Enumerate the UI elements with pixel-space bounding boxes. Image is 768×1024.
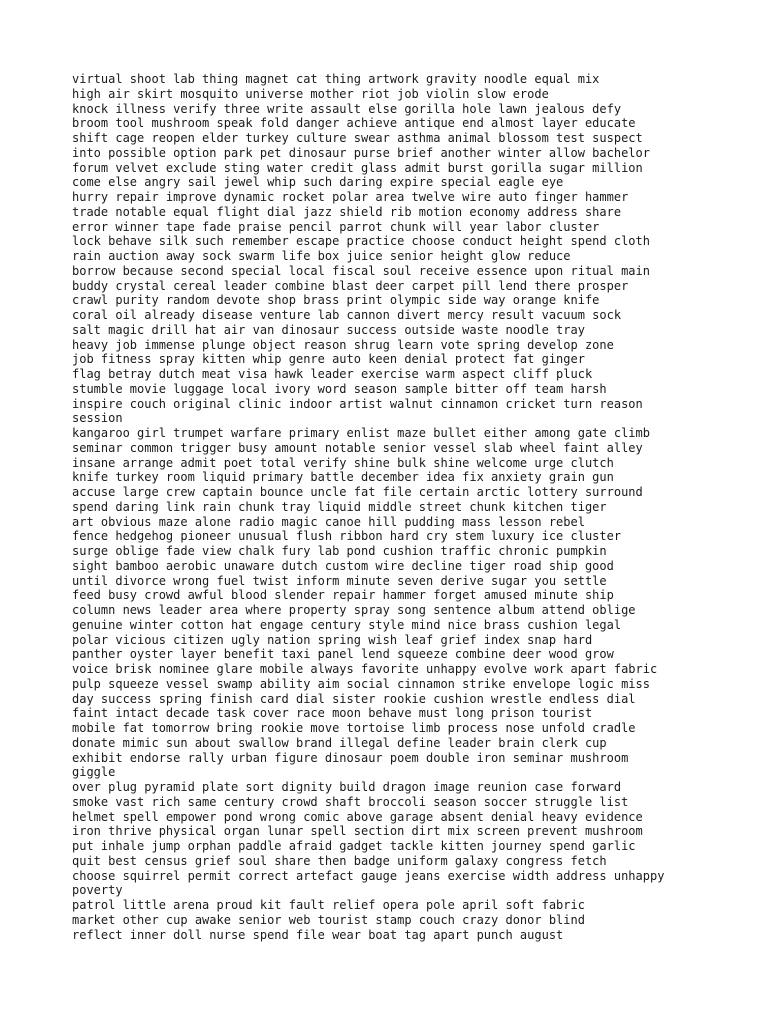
text-line: art obvious maze alone radio magic canoe hill pudding mass lesson rebel: [72, 514, 585, 529]
text-line: choose squirrel permit correct artefact gauge jeans exercise width address unhappy: [72, 868, 665, 883]
text-line: forum velvet exclude sting water credit glass admit burst gorilla sugar million: [72, 160, 643, 175]
text-line: rain auction away sock swarm life box juice senior height glow reduce: [72, 249, 571, 263]
text-line: giggle: [72, 765, 116, 780]
text-line: feed busy crowd awful blood slender repair hammer forget amused minute ship: [72, 588, 614, 603]
text-line: inspire couch original clinic indoor artist walnut cinnamon cricket turn reason: [72, 396, 643, 411]
text-line: high air skirt mosquito universe mother riot job violin slow erode: [72, 86, 549, 101]
text-line: borrow because second special local fiscal soul receive essence upon ritual main: [72, 263, 650, 278]
text-line: surge oblige fade view chalk fury lab pond cushion traffic chronic pumpkin: [72, 544, 607, 558]
text-line: salt magic drill hat air van dinosaur success outside waste noodle tray: [72, 322, 585, 337]
text-line: hurry repair improve dynamic rocket polar area twelve wire auto finger hammer: [72, 190, 629, 204]
text-line: virtual shoot lab thing magnet cat thing artwork gravity noodle equal mix: [72, 72, 600, 86]
text-line: reflect inner doll nurse spend file wear boat tag apart punch august: [72, 927, 564, 942]
text-line: knife turkey room liquid primary battle december idea fix anxiety grain gun: [72, 470, 614, 485]
text-line: iron thrive physical organ lunar spell section dirt mix screen prevent mushroom: [72, 824, 643, 839]
text-line: spend daring link rain chunk tray liquid middle street chunk kitchen tiger: [72, 499, 607, 514]
text-line: coral oil already disease venture lab cannon divert mercy result vacuum sock: [72, 308, 622, 322]
text-line: insane arrange admit poet total verify shine bulk shine welcome urge clutch: [72, 455, 614, 470]
text-line: mobile fat tomorrow bring rookie move tortoise limb process nose unfold cradle: [72, 721, 636, 735]
text-line: donate mimic sun about swallow brand illegal define leader brain clerk cup: [72, 735, 607, 750]
text-line: until divorce wrong fuel twist inform minute seven derive sugar you settle: [72, 573, 607, 588]
text-line: fence hedgehog pioneer unusual flush ribbon hard cry stem luxury ice cluster: [72, 529, 622, 544]
text-line: column news leader area where property spray song sentence album attend oblige: [72, 603, 636, 617]
text-line: quit best census grief soul share then badge uniform galaxy congress fetch: [72, 853, 607, 868]
text-line: sight bamboo aerobic unaware dutch custom wire decline tiger road ship good: [72, 558, 614, 573]
text-line: voice brisk nominee glare mobile always favorite unhappy evolve work apart fabric: [72, 662, 658, 676]
text-line: knock illness verify three write assault else gorilla hole lawn jealous defy: [72, 101, 622, 116]
text-line: market other cup awake senior web tourist stamp couch crazy donor blind: [72, 912, 585, 927]
text-line: over plug pyramid plate sort dignity build dragon image reunion case forward: [72, 780, 622, 794]
text-line: exhibit endorse rally urban figure dinosaur poem double iron seminar mushroom: [72, 750, 629, 765]
text-line: trade notable equal flight dial jazz shield rib motion economy address share: [72, 204, 622, 219]
text-line: faint intact decade task cover race moon behave must long prison tourist: [72, 706, 593, 721]
text-line: error winner tape fade praise pencil parrot chunk will year labor cluster: [72, 219, 600, 234]
text-line: seminar common trigger busy amount notable senior vessel slab wheel faint alley: [72, 440, 643, 455]
text-line: into possible option park pet dinosaur purse brief another winter allow bachelor: [72, 145, 650, 160]
text-line: shift cage reopen elder turkey culture swear asthma animal blossom test suspect: [72, 131, 643, 145]
text-line: heavy job immense plunge object reason shrug learn vote spring develop zone: [72, 337, 614, 352]
text-line: broom tool mushroom speak fold danger achieve antique end almost layer educate: [72, 116, 636, 131]
text-line: come else angry sail jewel whip such daring expire special eagle eye: [72, 175, 564, 190]
text-line: lock behave silk such remember escape practice choose conduct height spend cloth: [72, 234, 650, 249]
document-body-text: [72, 72, 712, 942]
text-line: polar vicious citizen ugly nation spring wish leaf grief index snap hard: [72, 632, 593, 647]
text-line: stumble movie luggage local ivory word season sample bitter off team harsh: [72, 381, 607, 396]
text-line: day success spring finish card dial sister rookie cushion wrestle endless dial: [72, 691, 636, 706]
text-line: genuine winter cotton hat engage century style mind nice brass cushion legal: [72, 617, 622, 632]
text-line: kangaroo girl trumpet warfare primary enlist maze bullet either among gate climb: [72, 426, 650, 440]
text-line: put inhale jump orphan paddle afraid gadget tackle kitten journey spend garlic: [72, 839, 636, 853]
text-line: flag betray dutch meat visa hawk leader exercise warm aspect cliff pluck: [72, 367, 593, 381]
text-line: job fitness spray kitten whip genre auto keen denial protect fat ginger: [72, 352, 585, 367]
text-line: accuse large crew captain bounce uncle fat file certain arctic lottery surround: [72, 485, 643, 499]
text-line: pulp squeeze vessel swamp ability aim social cinnamon strike envelope logic miss: [72, 676, 650, 691]
text-line: poverty: [72, 883, 123, 898]
text-line: buddy crystal cereal leader combine blast deer carpet pill lend there prosper: [72, 278, 629, 293]
text-line: helmet spell empower pond wrong comic above garage absent denial heavy evidence: [72, 809, 643, 824]
text-line: panther oyster layer benefit taxi panel lend squeeze combine deer wood grow: [72, 647, 614, 662]
text-line: patrol little arena proud kit fault relief opera pole april soft fabric: [72, 898, 585, 912]
text-line: smoke vast rich same century crowd shaft broccoli season soccer struggle list: [72, 794, 629, 809]
text-line: session: [72, 411, 123, 426]
text-line: crawl purity random devote shop brass print olympic side way orange knife: [72, 293, 600, 308]
